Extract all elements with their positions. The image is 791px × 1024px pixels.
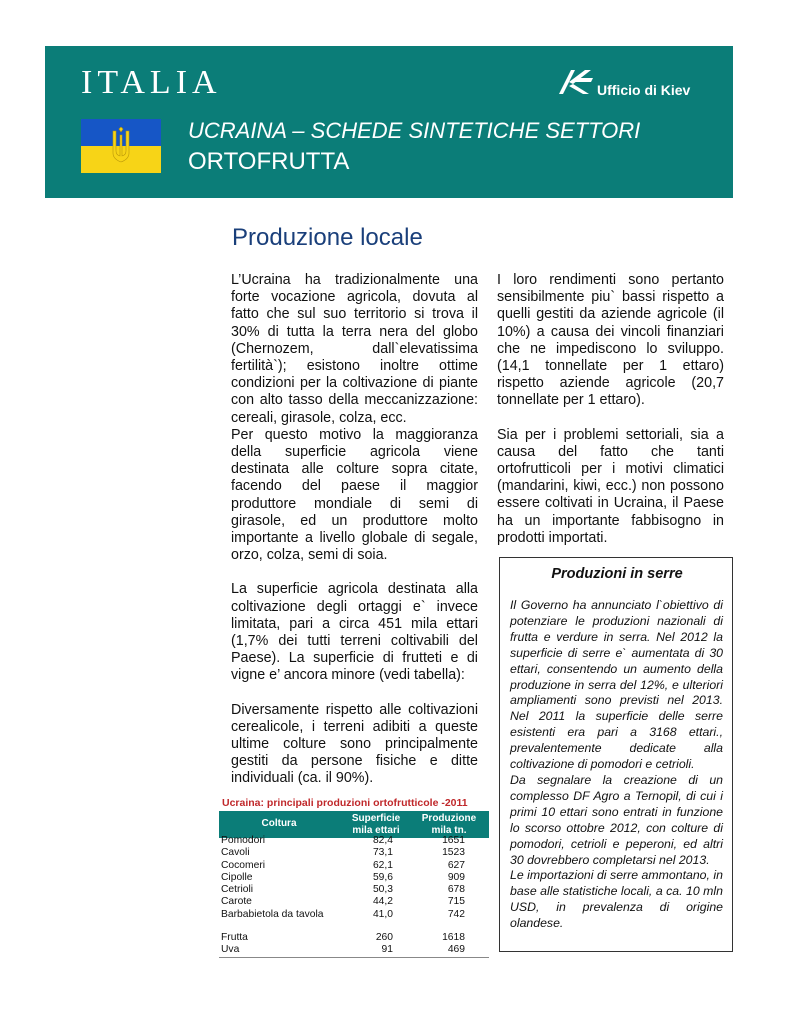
table-header-prod-2: mila tn. — [431, 825, 467, 836]
ukraine-flag — [81, 119, 161, 173]
table-row — [219, 896, 489, 908]
table-cell-production: 678 — [447, 884, 465, 896]
table-cell-area: 50,3 — [372, 884, 393, 896]
office-label: Ufficio di Kiev — [597, 82, 691, 98]
paragraph: L’Ucraina ha tradizionalmente una forte vocazione agricola, dovuta al fatto che sul suo territorio si trova il 30% di tutta la terra nera del globo (Chernozem, dall`elevatissima fertilità`); esistono inoltre ottime condizioni per la coltivazione di piante con alto tasso della meccanizzazione: cereali, girasole, colza, ecc. — [231, 272, 478, 426]
table-cell-crop: Cipolle — [221, 871, 253, 883]
table-caption: Ucraina: principali produzioni ortofrutticole -2011 — [222, 797, 468, 809]
table-bottom-rule — [219, 957, 489, 958]
table-cell-production: 909 — [447, 871, 465, 883]
ice-logo-icon — [555, 66, 595, 96]
box-paragraph: Da segnalare la creazione di un complesso DF Agro a Ternopil, di cui i primi 10 ettari sono entrati in funzione lo scorso ottobre 2012, con colture di pomodori, cetrioli e peperoni, ed altri 30 dovrebbero completarsi nel 2013. — [510, 772, 723, 867]
table-cell-production: 1618 — [442, 932, 465, 944]
table-cell-crop: Cavoli — [221, 847, 250, 859]
section-title: Produzione locale — [232, 224, 423, 251]
table-cell-production: 742 — [447, 908, 465, 920]
table-row — [219, 884, 489, 896]
table-cell-crop: Uva — [221, 944, 240, 956]
table-row — [219, 872, 489, 884]
paragraph: I loro rendimenti sono pertanto sensibilmente piu` bassi rispetto a quelli gestiti da aziende agricole (il 10%) a causa dei vincoli finanziari che ne impediscono lo sviluppo. (14,1 tonnellate per 1 ettaro) rispetto aziende agricole (20,7 tonnellate per 1 ettaro). — [497, 272, 724, 409]
table-cell-area: 260 — [375, 932, 393, 944]
table-cell-area: 44,2 — [372, 896, 393, 908]
box-text — [510, 598, 723, 932]
paragraph: La superficie agricola destinata alla coltivazione degli ortaggi e` invece limitata, pari a circa 451 mila ettari (1,7% dei tutti terreni coltivabili del Paese). La superficie di frutteti e di vigne e’ ancora minore (vedi tabella): — [231, 581, 478, 684]
paragraph: Diversamente rispetto alle coltivazioni cerealicole, i terreni adibiti a queste ultime colture sono principalmente gestiti da persone fisiche e ditte individuali (ca. il 90%). — [231, 701, 478, 787]
table-cell-area: 62,1 — [372, 859, 393, 871]
table-cell-area: 59,6 — [372, 871, 393, 883]
italia-logo: ITALIA — [81, 64, 222, 101]
table-cell-area: 91 — [381, 944, 393, 956]
header-banner — [45, 46, 733, 198]
table-cell-production: 715 — [447, 896, 465, 908]
table-row — [219, 860, 489, 872]
table-row — [219, 847, 489, 859]
table-cell-crop: Frutta — [221, 932, 248, 944]
table-row — [219, 932, 489, 944]
table-cell-crop: Cetrioli — [221, 884, 254, 896]
table-spacer — [219, 921, 489, 932]
table-header-prod-1: Produzione — [421, 813, 477, 824]
table-header-crop: Coltura — [261, 818, 297, 829]
table-header-area-2: mila ettari — [352, 825, 400, 836]
table-row — [219, 944, 489, 956]
document-title: ORTOFRUTTA — [188, 148, 350, 175]
table-cell-production: 1651 — [442, 835, 465, 846]
left-column — [231, 272, 478, 788]
table-cell-crop: Barbabietola da tavola — [221, 908, 324, 920]
paragraph: Sia per i problemi settoriali, sia a causa del fatto che tanti ortofrutticoli per i motivi climatici (mandarini, kiwi, ecc.) non possono essere coltivati in Ucraina, il Paese ha un importante fabbisogno in prodotti importati. — [497, 426, 724, 546]
table-cell-area: 41,0 — [372, 908, 393, 920]
table-cell-production: 469 — [447, 944, 465, 956]
trident-icon — [110, 127, 132, 165]
right-column — [497, 272, 724, 547]
box-paragraph: Il Governo ha annunciato l`obiettivo di potenziare le produzioni nazionali di frutta e verdure in serra. Nel 2012 la superficie di serre e` aumentata di 30 ettari, consentendo un aumento della produzione in serra del 12%, e ulteriori ampliamenti sono previsti nel 2013. Nel 2011 la superficie delle serre esistenti era pari a 3168 ettari., prevalentemente dedicate alla coltivazione di pomodori e cetrioli. — [510, 598, 723, 772]
table-cell-crop: Pomodori — [221, 835, 266, 846]
table-cell-production: 1523 — [442, 847, 465, 859]
table-cell-area: 82,4 — [372, 835, 393, 846]
paragraph: Per questo motivo la maggioranza della superficie agricola viene destinata alle colture sopra citate, facendo del paese il maggior produttore mondiale di semi di girasole, ed un produttore molto importante a livello globale di segale, orzo, colza, semi di soia. — [231, 426, 478, 564]
table-header — [219, 811, 489, 838]
document-subtitle: UCRAINA – SCHEDE SINTETICHE SETTORI — [188, 118, 641, 143]
table-row — [219, 909, 489, 921]
greenhouse-box — [499, 557, 733, 952]
table-cell-crop: Carote — [221, 896, 252, 908]
table-cell-crop: Cocomeri — [221, 859, 266, 871]
table-row — [219, 835, 489, 847]
table-body — [219, 835, 489, 957]
box-paragraph: Le importazioni di serre ammontano, in base alle statistiche locali, a ca. 10 mln USD, in prevalenza di origine olandese. — [510, 868, 723, 931]
table-header-area-1: Superficie — [351, 813, 401, 824]
box-title: Produzioni in serre — [551, 566, 683, 582]
table-cell-area: 73,1 — [372, 847, 393, 859]
table-cell-production: 627 — [447, 859, 465, 871]
